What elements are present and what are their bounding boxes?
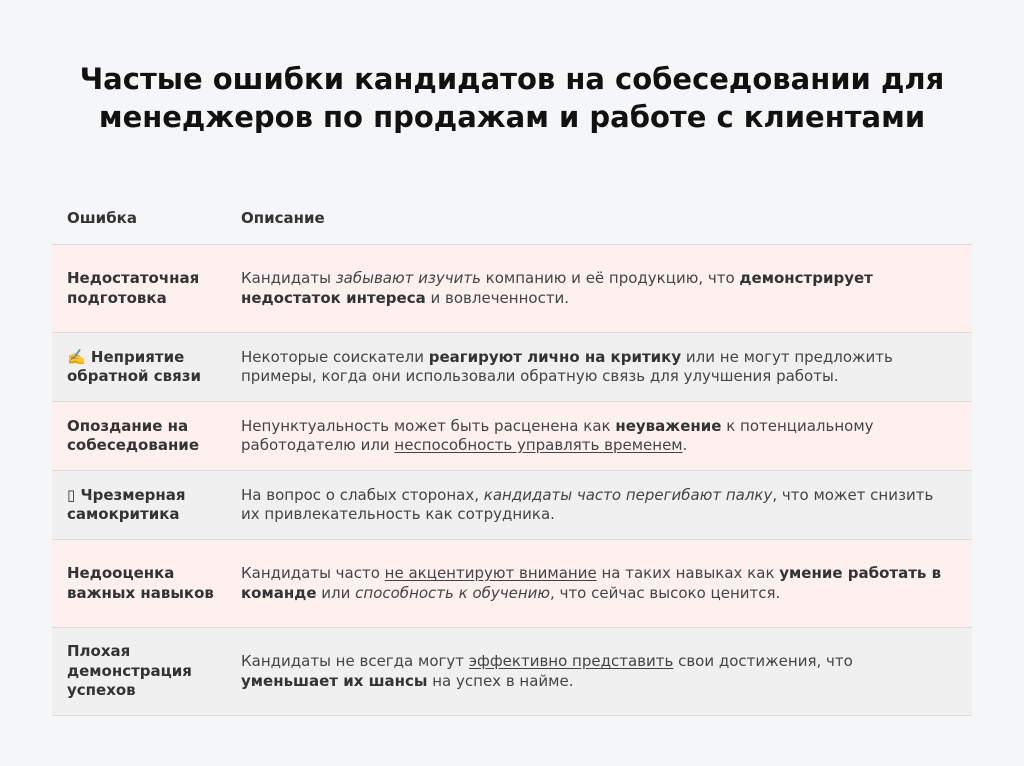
description-text: На вопрос о слабых сторонах, — [241, 485, 484, 504]
error-cell — [52, 471, 226, 540]
description-text: на таких навыках как — [596, 564, 780, 582]
emphasis-text: реагируют лично на критику — [428, 347, 682, 366]
error-label: Неприятие обратной связи — [67, 347, 201, 385]
error-cell — [52, 540, 226, 628]
italic-text: забывают изучить — [335, 269, 481, 287]
mistakes-table — [52, 192, 972, 716]
error-label: Чрезмерная самокритика — [67, 485, 186, 523]
error-cell — [52, 245, 226, 333]
description-text: , что может снизить их привлекательность как сотрудника. — [241, 485, 934, 523]
description-text: , что сейчас высоко ценится. — [550, 583, 781, 602]
description-text: к потенциальному работодателю или — [241, 416, 874, 454]
description-cell — [226, 628, 972, 716]
emphasis-text: неуважение — [615, 416, 722, 435]
description-cell — [226, 333, 972, 402]
table-row — [52, 402, 972, 471]
underlined-text: эффективно представить — [468, 652, 674, 670]
description-text: и вовлеченности. — [425, 288, 570, 307]
missing-glyph-icon: ▯ — [67, 485, 76, 504]
error-cell — [52, 333, 226, 402]
error-cell — [52, 628, 226, 716]
description-text: Некоторые соискатели — [241, 347, 429, 366]
emphasis-text: умение работать в команде — [241, 564, 942, 602]
column-header-description: Описание — [226, 192, 972, 245]
underlined-text: не акцентируют внимание — [384, 564, 597, 582]
description-text: . — [682, 436, 688, 454]
description-text: Кандидаты часто — [241, 564, 385, 582]
description-text: или не могут предложить примеры, когда они использовали обратную связь для улучшения работы. — [241, 347, 893, 385]
mistakes-table-container — [52, 192, 972, 716]
description-cell — [226, 471, 972, 540]
table-row — [52, 245, 972, 333]
italic-text: кандидаты часто перегибают палку — [483, 485, 773, 504]
column-header-error: Ошибка — [52, 192, 226, 245]
error-cell — [52, 402, 226, 471]
description-cell — [226, 402, 972, 471]
table-row — [52, 333, 972, 402]
table-row — [52, 628, 972, 716]
description-text: компанию и её продукцию, что — [480, 269, 740, 287]
table-row — [52, 471, 972, 540]
writing-hand-icon: ✍️ — [67, 347, 86, 366]
description-text: на успех в найме. — [427, 671, 574, 690]
error-label: Недостаточная подготовка — [67, 269, 200, 307]
table-header-row — [52, 192, 972, 245]
emphasis-text: уменьшает их шансы — [241, 671, 428, 690]
description-text: Непунктуальность может быть расценена как — [241, 416, 616, 435]
italic-text: способность к обучению — [355, 583, 551, 602]
table-row — [52, 540, 972, 628]
description-text: Кандидаты не всегда могут — [241, 652, 469, 670]
emphasis-text: демонстрирует недостаток интереса — [241, 269, 873, 307]
error-label: Недооценка важных навыков — [67, 564, 214, 602]
page-title: Частые ошибки кандидатов на собеседовании для менеджеров по продажам и работе с клиентами — [79, 62, 945, 134]
error-label: Опоздание на собеседование — [67, 416, 199, 454]
underlined-text: неспособность управлять временем — [394, 436, 683, 454]
error-label: Плохая демонстрация успехов — [67, 642, 192, 700]
description-cell — [226, 245, 972, 333]
description-cell — [226, 540, 972, 628]
description-text: Кандидаты — [241, 269, 336, 287]
description-text: или — [316, 583, 356, 602]
description-text: свои достижения, что — [673, 652, 853, 670]
